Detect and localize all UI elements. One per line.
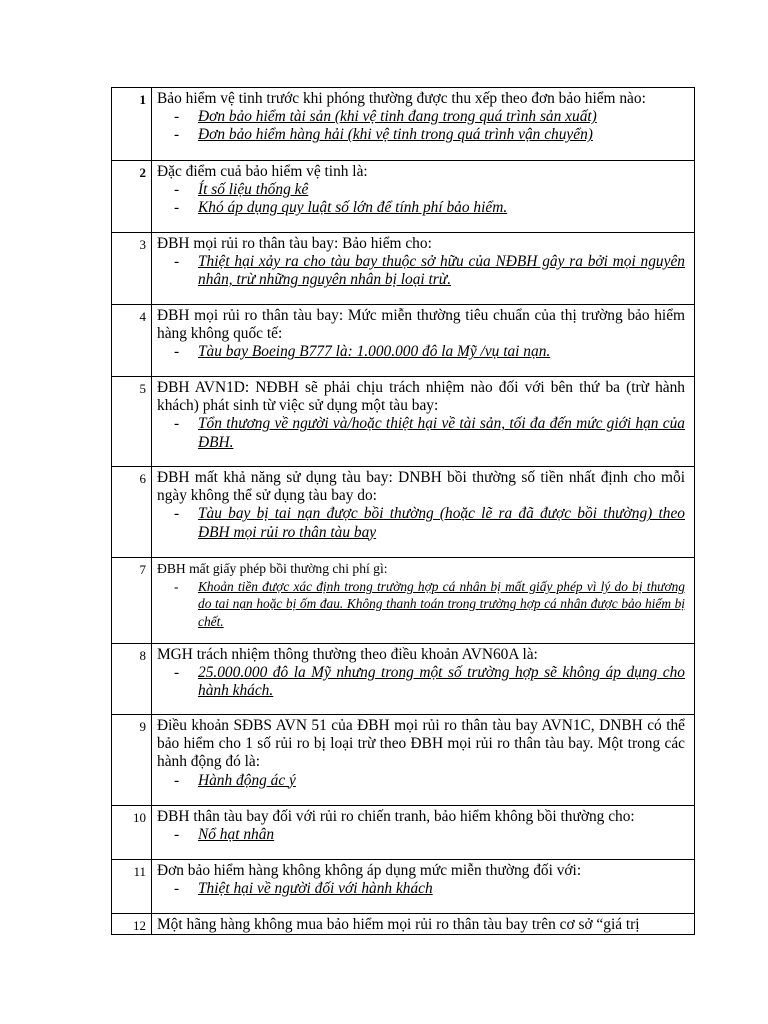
table-row	[112, 806, 695, 860]
row-content	[152, 233, 695, 305]
row-content	[152, 860, 695, 914]
answer-text: Tổn thương về người và/hoặc thiệt hại về tài sản, tối đa đến mức giới hạn của ĐBH.	[198, 415, 685, 451]
table-row	[112, 305, 695, 377]
answer-text: Đơn bảo hiểm hàng hải (khi vệ tinh trong quá trình vận chuyển)	[198, 126, 593, 144]
row-content	[152, 377, 695, 467]
row-content	[152, 467, 695, 558]
answer-text: Tàu bay bị tai nạn được bồi thường (hoặc lẽ ra đã được bồi thường) theo ĐBH mọi rủi ro thân tàu bay	[198, 505, 685, 541]
answer-text: Hành động ác ý	[198, 771, 296, 789]
table-row	[112, 161, 695, 233]
answer-text: Đơn bảo hiểm tài sản (khi vệ tinh đang trong quá trình sản xuất)	[198, 108, 597, 126]
question-text: Đặc điểm cuả bảo hiểm vệ tinh là:	[157, 163, 368, 180]
question-text: Đơn bảo hiểm hàng không không áp dụng mức miễn thường đối với:	[157, 862, 582, 879]
question-text: Điều khoản SĐBS AVN 51 của ĐBH mọi rủi ro thân tàu bay AVN1C, DNBH có thể bảo hiểm cho 1 số rủi ro bị loại trừ theo ĐBH mọi rủi ro thân tàu bay. Một trong các hành động đó là:	[157, 717, 685, 771]
answer-text: Thiệt hại xảy ra cho tàu bay thuộc sở hữu của NĐBH gây ra bởi mọi nguyên nhân, trừ những nguyên nhân bị loại trừ.	[198, 253, 685, 289]
row-number: 12	[112, 914, 152, 935]
answer-item: - Đơn bảo hiểm tài sản (khi vệ tinh đang trong quá trình sản xuất)	[157, 108, 685, 126]
row-number: 11	[112, 860, 152, 914]
table-row	[112, 233, 695, 305]
table-row	[112, 860, 695, 914]
question-text: ĐBH AVN1D: NĐBH sẽ phải chịu trách nhiệm nào đối với bên thứ ba (trừ hành khách) phát sinh từ việc sử dụng một tàu bay:	[157, 379, 685, 415]
question-text: Một hãng hàng không mua bảo hiểm mọi rủi ro thân tàu bay trên cơ sở “giá trị	[157, 916, 640, 933]
answer-item: - Tàu bay bị tai nạn được bồi thường (hoặc lẽ ra đã được bồi thường) theo ĐBH mọi rủi ro thân tàu bay	[174, 505, 685, 541]
answer-item: - Tổn thương về người và/hoặc thiệt hại về tài sản, tối đa đến mức giới hạn của ĐBH.	[174, 415, 685, 451]
row-content	[152, 558, 695, 644]
row-number: 10	[112, 806, 152, 860]
table-row	[112, 644, 695, 715]
row-content	[152, 305, 695, 377]
answer-text: Nổ hạt nhân	[198, 826, 275, 844]
table-row	[112, 914, 695, 935]
answer-text: 25.000.000 đô la Mỹ nhưng trong một số trường hợp sẽ không áp dụng cho hành khách.	[198, 664, 685, 700]
answer-item: - Khó áp dụng quy luật số lớn để tính phí bảo hiểm.	[157, 199, 685, 217]
row-content	[152, 914, 695, 935]
answer-item: - Khoản tiền được xác định trong trường hợp cá nhân bị mất giấy phép vì lý do bị thương do tai nạn hoặc bị ốm đau. Không thanh toán trong trường hợp cá nhân được bảo hiểm bị chết.	[174, 579, 685, 629]
row-content	[152, 161, 695, 233]
question-text: ĐBH thân tàu bay đối với rủi ro chiến tranh, bảo hiểm không bồi thường cho:	[157, 808, 635, 825]
row-number: 5	[112, 377, 152, 467]
table-row	[112, 88, 695, 161]
question-text: ĐBH mất giấy phép bồi thường chi phí gì:	[157, 561, 388, 576]
answer-text: Tàu bay Boeing B777 là: 1.000.000 đô la Mỹ /vụ tai nạn.	[198, 343, 551, 361]
row-number: 9	[112, 715, 152, 806]
answer-item: - Thiệt hại xảy ra cho tàu bay thuộc sở hữu của NĐBH gây ra bởi mọi nguyên nhân, trừ những nguyên nhân bị loại trừ.	[174, 253, 685, 289]
row-number: 6	[112, 467, 152, 558]
question-table	[111, 87, 695, 935]
row-number: 3	[112, 233, 152, 305]
answer-text: Ít số liệu thống kê	[198, 181, 309, 199]
answer-text: Khó áp dụng quy luật số lớn để tính phí bảo hiểm.	[198, 199, 508, 217]
row-content	[152, 88, 695, 161]
answer-item: - 25.000.000 đô la Mỹ nhưng trong một số trường hợp sẽ không áp dụng cho hành khách.	[174, 664, 685, 700]
row-content	[152, 806, 695, 860]
answer-item: - Nổ hạt nhân	[157, 826, 685, 844]
answer-text: Thiệt hại về người đối với hành khách	[198, 880, 433, 898]
answer-item: - Thiệt hại về người đối với hành khách	[157, 880, 685, 898]
row-number: 8	[112, 644, 152, 715]
row-content	[152, 715, 695, 806]
table-row	[112, 558, 695, 644]
row-number: 1	[112, 88, 152, 161]
table-row	[112, 715, 695, 806]
table-row	[112, 467, 695, 558]
question-text: ĐBH mọi rủi ro thân tàu bay: Mức miễn thường tiêu chuẩn của thị trường bảo hiểm hàng không quốc tế:	[157, 307, 685, 343]
answer-item: - Đơn bảo hiểm hàng hải (khi vệ tinh trong quá trình vận chuyển)	[157, 126, 685, 144]
row-number: 7	[112, 558, 152, 644]
answer-item: - Ít số liệu thống kê	[157, 181, 685, 199]
question-text: ĐBH mọi rủi ro thân tàu bay: Bảo hiểm cho:	[157, 235, 432, 252]
answer-item: - Tàu bay Boeing B777 là: 1.000.000 đô la Mỹ /vụ tai nạn.	[157, 343, 685, 361]
row-number: 4	[112, 305, 152, 377]
question-text: ĐBH mất khả năng sử dụng tàu bay: DNBH bồi thường số tiền nhất định cho mỗi ngày không thể sử dụng tàu bay do:	[157, 469, 685, 505]
question-text: Bảo hiểm vệ tinh trước khi phóng thường được thu xếp theo đơn bảo hiểm nào:	[157, 90, 646, 107]
answer-item: - Hành động ác ý	[157, 772, 685, 790]
question-text: MGH trách nhiệm thông thường theo điều khoản AVN60A là:	[157, 646, 538, 663]
answer-text: Khoản tiền được xác định trong trường hợp cá nhân bị mất giấy phép vì lý do bị thương do tai nạn hoặc bị ốm đau. Không thanh toán trong trường hợp cá nhân được bảo hiểm bị chết.	[198, 579, 685, 629]
row-number: 2	[112, 161, 152, 233]
row-content	[152, 644, 695, 715]
table-row	[112, 377, 695, 467]
